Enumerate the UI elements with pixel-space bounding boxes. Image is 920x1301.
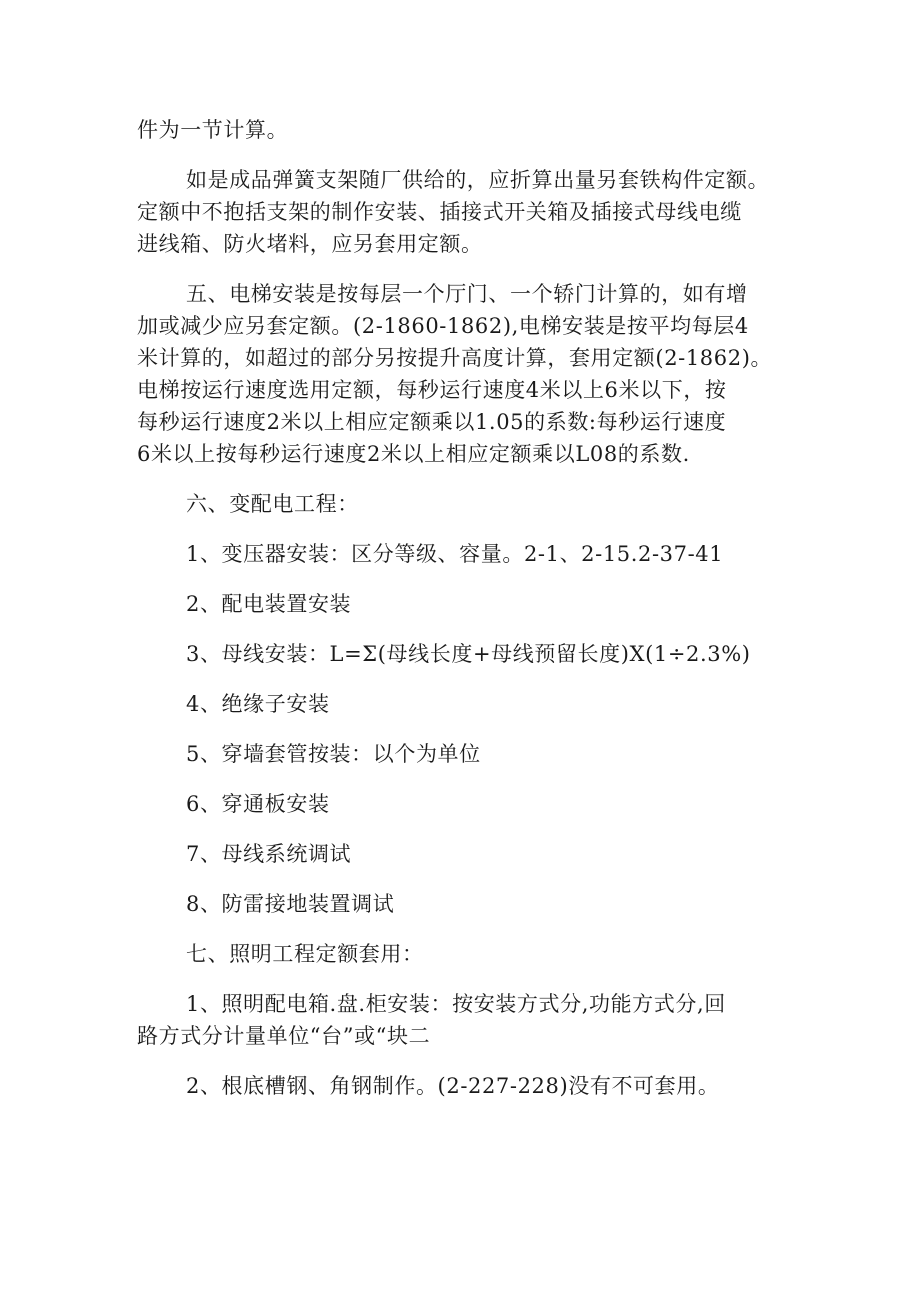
list-item-channel-steel [137,1070,800,1102]
text-line: 五、电梯安装是按每层一个厅门、一个轿门计算的，如有增 [186,282,748,306]
text-line: 电梯按运行速度选用定额，每秒运行速度4米以上6米以下，按 [137,378,727,402]
list-item-through-plate [137,788,800,820]
text-line: 每秒运行速度2米以上相应定额乘以1.05的系数:每秒运行速度 [137,410,727,434]
text-line: 1、变压器安装：区分等级、容量。2-1、2-15.2-37-41 [186,542,724,566]
section-heading-lighting [137,938,800,970]
text-line: 加或减少应另套定额。(2-1860-1862),电梯安装是按平均每层4 [137,314,749,338]
text-line: 2、根底槽钢、角钢制作。(2-227-228)没有不可套用。 [186,1074,720,1098]
list-item-busbar-debug [137,838,800,870]
list-item-lightning [137,888,800,920]
text-line: 路方式分计量单位“台”或“块二 [137,1024,431,1048]
paragraph-elevator [137,278,800,470]
text-line: 如是成品弹簧支架随厂供给的，应折算出量另套铁构件定额。 [186,168,770,192]
text-line: 7、母线系统调试 [186,842,352,866]
list-item-distribution [137,588,800,620]
text-line: 1、照明配电箱.盘.柜安装：按安装方式分,功能方式分,回 [186,992,726,1016]
list-item-insulator [137,688,800,720]
text-line: 4、绝缘子安装 [186,692,330,716]
list-item-transformer [137,538,800,570]
text-line: 2、配电装置安装 [186,592,352,616]
text-line: 3、母线安装：L=Σ(母线长度+母线预留长度)X(1÷2.3%) [186,642,751,666]
paragraph-continuation [137,114,800,146]
text-line: 6、穿通板安装 [186,792,330,816]
text-line: 5、穿墙套管按装：以个为单位 [186,742,481,766]
text-line: 七、照明工程定额套用： [186,942,424,966]
text-line: 进线箱、防火堵料，应另套用定额。 [137,232,483,256]
paragraph-spring-support [137,164,800,260]
section-heading-substation [137,488,800,520]
list-item-wall-bushing [137,738,800,770]
list-item-lighting-box [137,988,800,1052]
text-line: 六、变配电工程： [186,492,359,516]
text-line: 8、防雷接地装置调试 [186,892,395,916]
text-line: 米计算的，如超过的部分另按提升高度计算，套用定额(2-1862)。 [137,346,773,370]
list-item-busbar [137,638,800,670]
text-line: 6米以上按每秒运行速度2米以上相应定额乘以L08的系数. [137,442,690,466]
text-line: 件为一节计算。 [137,118,289,142]
text-line: 定额中不抱括支架的制作安装、插接式开关箱及插接式母线电缆 [137,200,742,224]
